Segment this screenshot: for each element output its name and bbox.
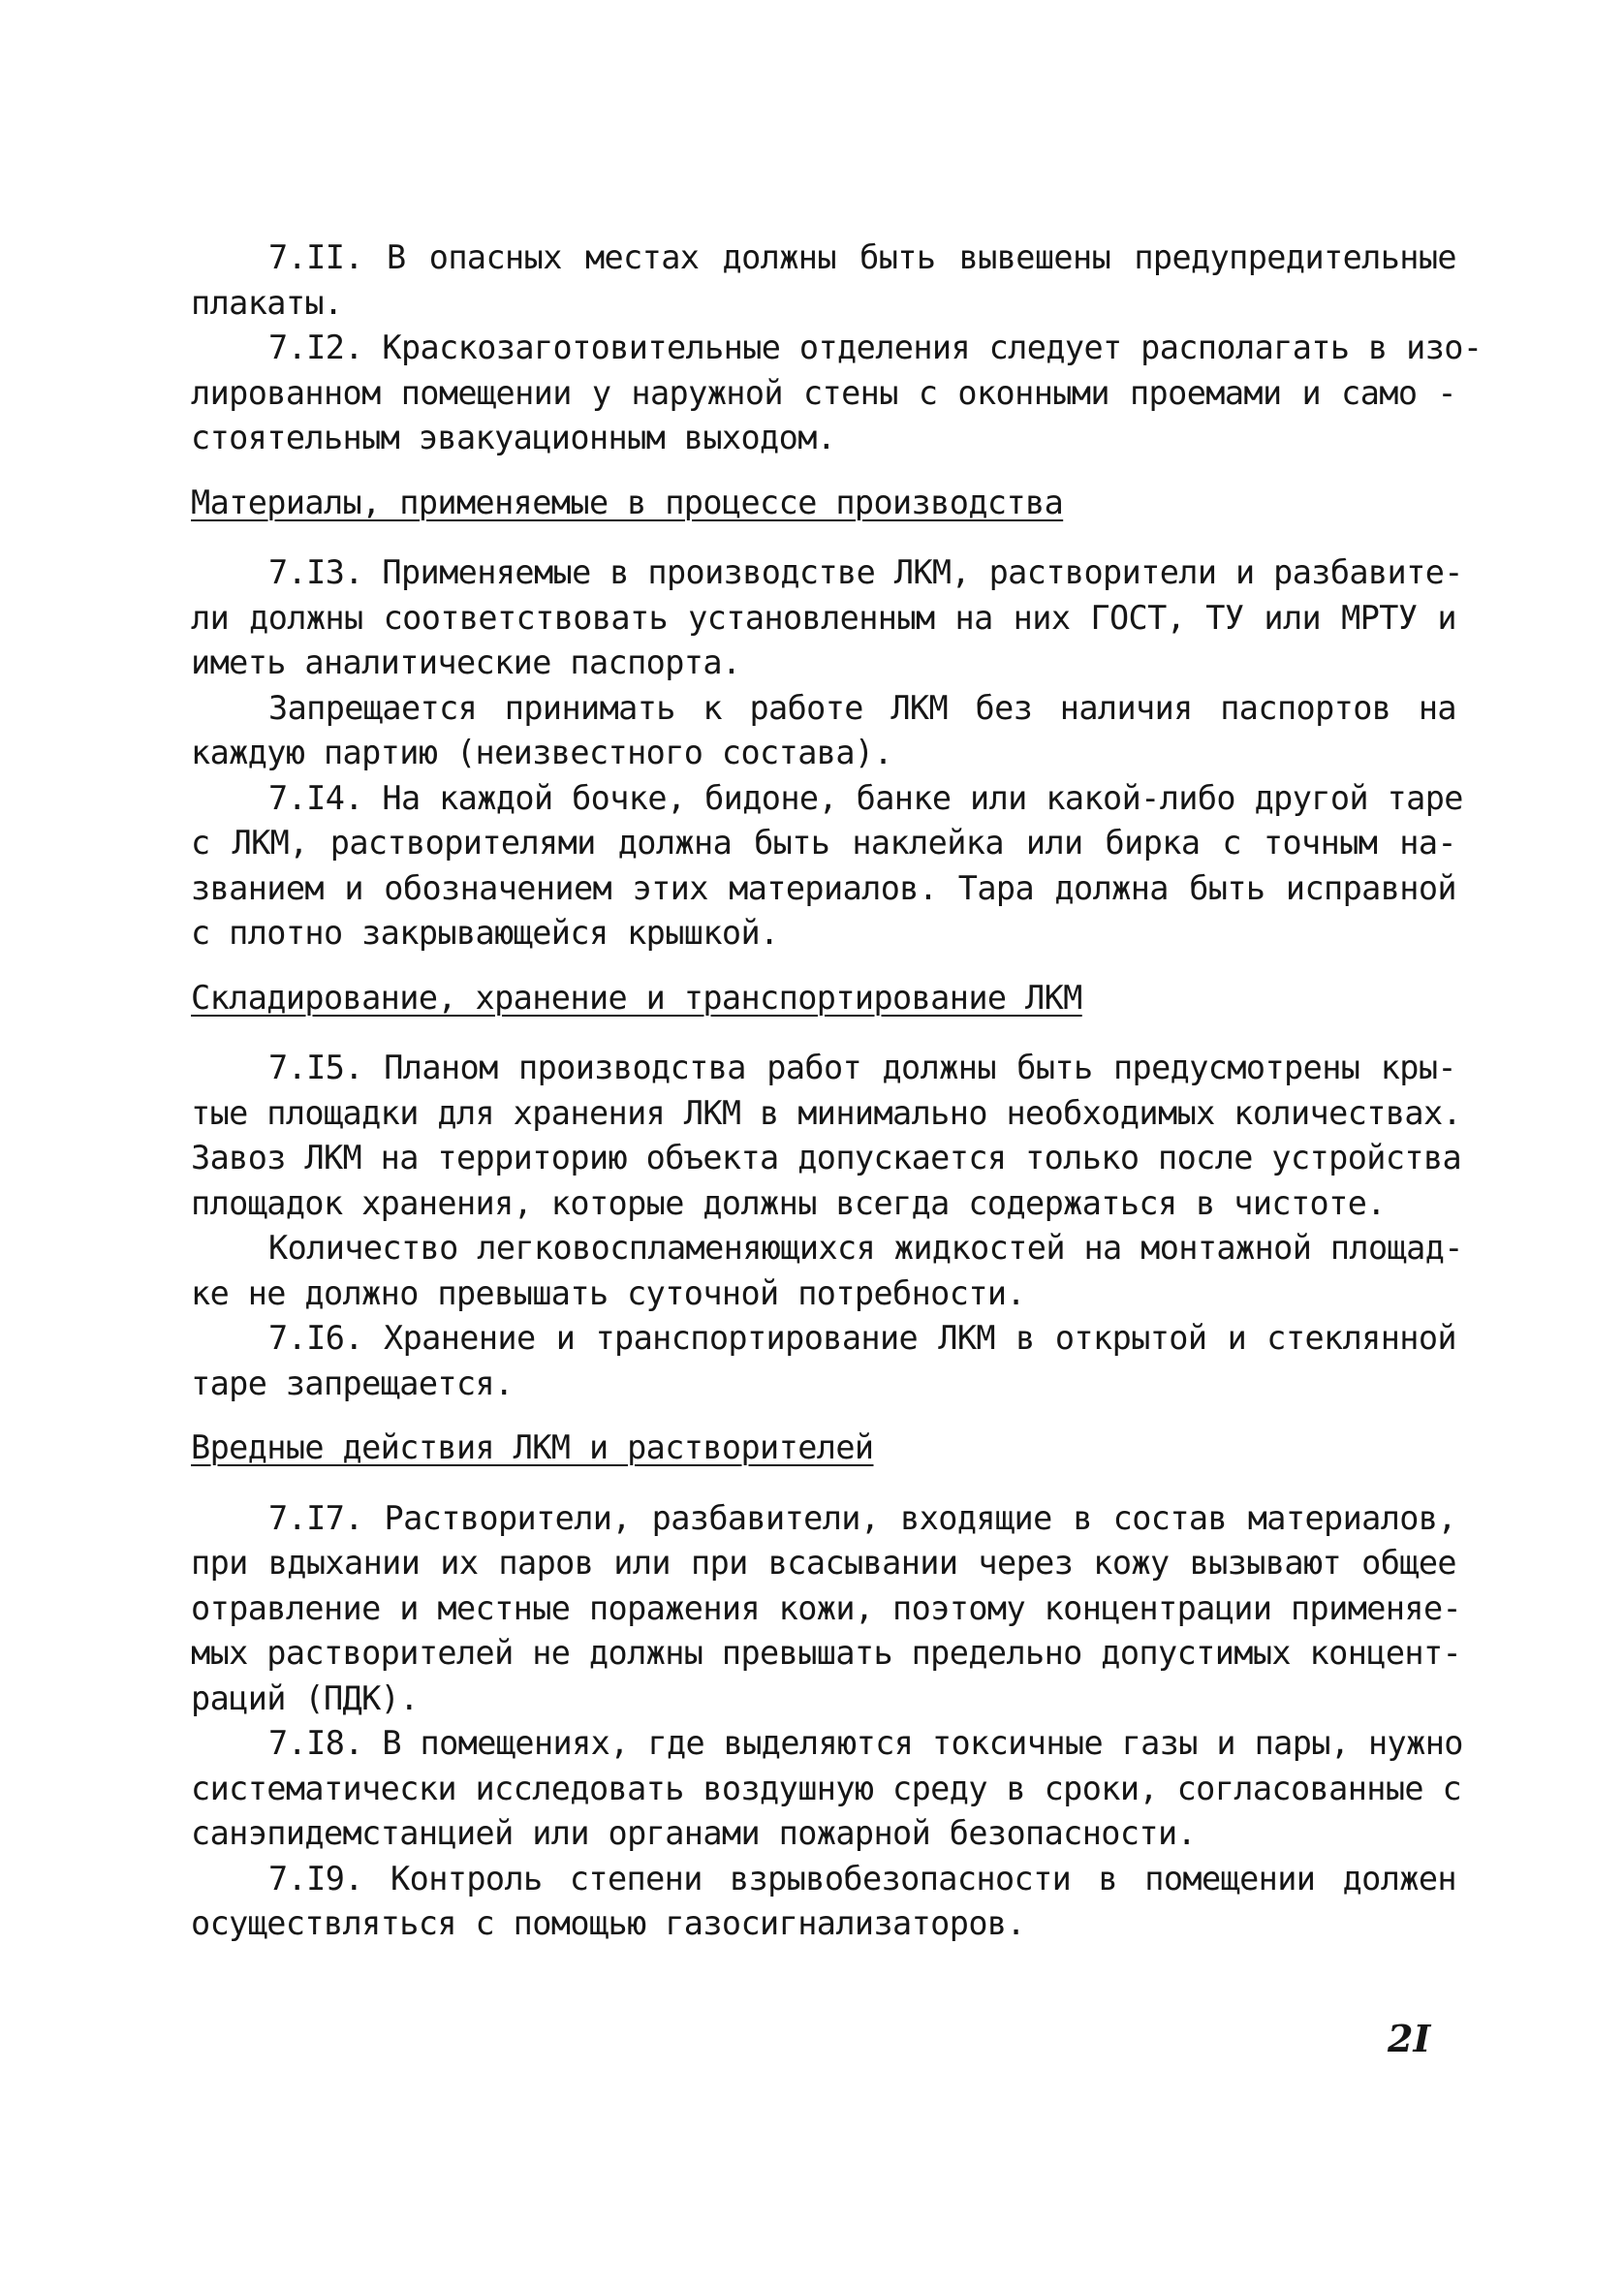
section-heading-storage xyxy=(191,976,1456,1021)
paragraph-7-15-liquids xyxy=(191,1226,1463,1316)
text-line: тые площадки для хранения ЛКМ в минимально необходимых количествах. xyxy=(191,1093,1462,1132)
paragraph-7-13 xyxy=(191,550,1463,686)
text-line: площадок хранения, которые должны всегда содержаться в чистоте. xyxy=(191,1183,1386,1222)
section-heading-text: Материалы, применяемые в процессе производства xyxy=(191,483,1064,521)
paragraph-7-13-prohibition xyxy=(191,686,1456,776)
text-line: санэпидемстанцией или органами пожарной безопасности. xyxy=(191,1814,1197,1852)
section-heading-text: Вредные действия ЛКМ и растворителей xyxy=(191,1428,874,1466)
text-line: отравление и местные поражения кожи, поэтому концентрации применяе- xyxy=(191,1588,1462,1627)
text-line: при вдыхании их паров или при всасывании через кожу вызывают общее xyxy=(191,1544,1456,1582)
text-line: 7.I7. Растворители, разбавители, входящие в состав материалов, xyxy=(268,1498,1456,1537)
text-line: осуществляться с помощью газосигнализаторов. xyxy=(191,1904,1026,1942)
section-heading-harmful xyxy=(191,1426,1456,1471)
paragraph-7-16 xyxy=(191,1316,1456,1406)
text-line: таре запрещается. xyxy=(191,1364,514,1402)
text-line: ке не должно превышать суточной потребности. xyxy=(191,1273,1026,1312)
paragraph-7-19 xyxy=(191,1857,1456,1947)
text-line: 7.I3. Применяемые в производстве ЛКМ, растворители и разбавите- xyxy=(268,553,1463,591)
text-line: каждую партию (неизвестного состава). xyxy=(191,734,893,771)
paragraph-7-14 xyxy=(191,776,1463,957)
page-number: 2I xyxy=(1388,2017,1431,2060)
text-line: ли должны соответствовать установленным на них ГОСТ, ТУ или МРТУ и xyxy=(191,598,1456,637)
text-line: стоятельным эвакуационным выходом. xyxy=(191,419,836,456)
paragraph-7-15 xyxy=(191,1046,1462,1226)
text-line: 7.I4. На каждой бочке, бидоне, банке или какой-либо другой таре xyxy=(268,778,1463,817)
paragraph-7-12 xyxy=(191,326,1483,461)
text-line: систематически исследовать воздушную среду в сроки, согласованные с xyxy=(191,1769,1462,1807)
text-line: с плотно закрывающейся крышкой. xyxy=(191,914,779,952)
text-line: 7.II. В опасных местах должны быть вывешены предупредительные xyxy=(268,238,1456,276)
text-line: 7.I6. Хранение и транспортирование ЛКМ в открытой и стеклянной xyxy=(268,1319,1456,1357)
document-page xyxy=(191,235,1483,1947)
text-line: 7.I9. Контроль степени взрывобезопасности в помещении должен xyxy=(268,1859,1456,1898)
section-heading-materials xyxy=(191,481,1456,526)
text-line: Количество легковоспламеняющихся жидкостей на монтажной площад- xyxy=(268,1229,1463,1267)
text-line: мых растворителей не должны превышать предельно допустимых концент- xyxy=(191,1634,1462,1672)
text-line: Запрещается принимать к работе ЛКМ без наличия паспортов на xyxy=(268,688,1456,727)
text-line: 7.I2. Краскозаготовительные отделения следует располагать в изо- xyxy=(268,329,1483,366)
text-line: лированном помещении у наружной стены с оконными проемами и само - xyxy=(191,373,1456,412)
text-line: плакаты. xyxy=(191,283,343,322)
text-line: Завоз ЛКМ на территорию объекта допускается только после устройства xyxy=(191,1139,1462,1176)
text-line: званием и обозначением этих материалов. Тара должна быть исправной xyxy=(191,868,1456,907)
text-line: раций (ПДК). xyxy=(191,1678,419,1717)
section-heading-text: Складирование, хранение и транспортирование ЛКМ xyxy=(191,978,1082,1017)
text-line: иметь аналитические паспорта. xyxy=(191,643,741,681)
paragraph-7-17 xyxy=(191,1496,1462,1722)
text-line: 7.I8. В помещениях, где выделяются токсичные газы и пары, нужно xyxy=(268,1724,1463,1762)
paragraph-7-11 xyxy=(191,235,1456,326)
text-line: с ЛКМ, растворителями должна быть наклейка или бирка с точным на- xyxy=(191,824,1456,862)
text-line: 7.I5. Планом производства работ должны быть предусмотрены кры- xyxy=(268,1049,1456,1086)
paragraph-7-18 xyxy=(191,1721,1463,1857)
